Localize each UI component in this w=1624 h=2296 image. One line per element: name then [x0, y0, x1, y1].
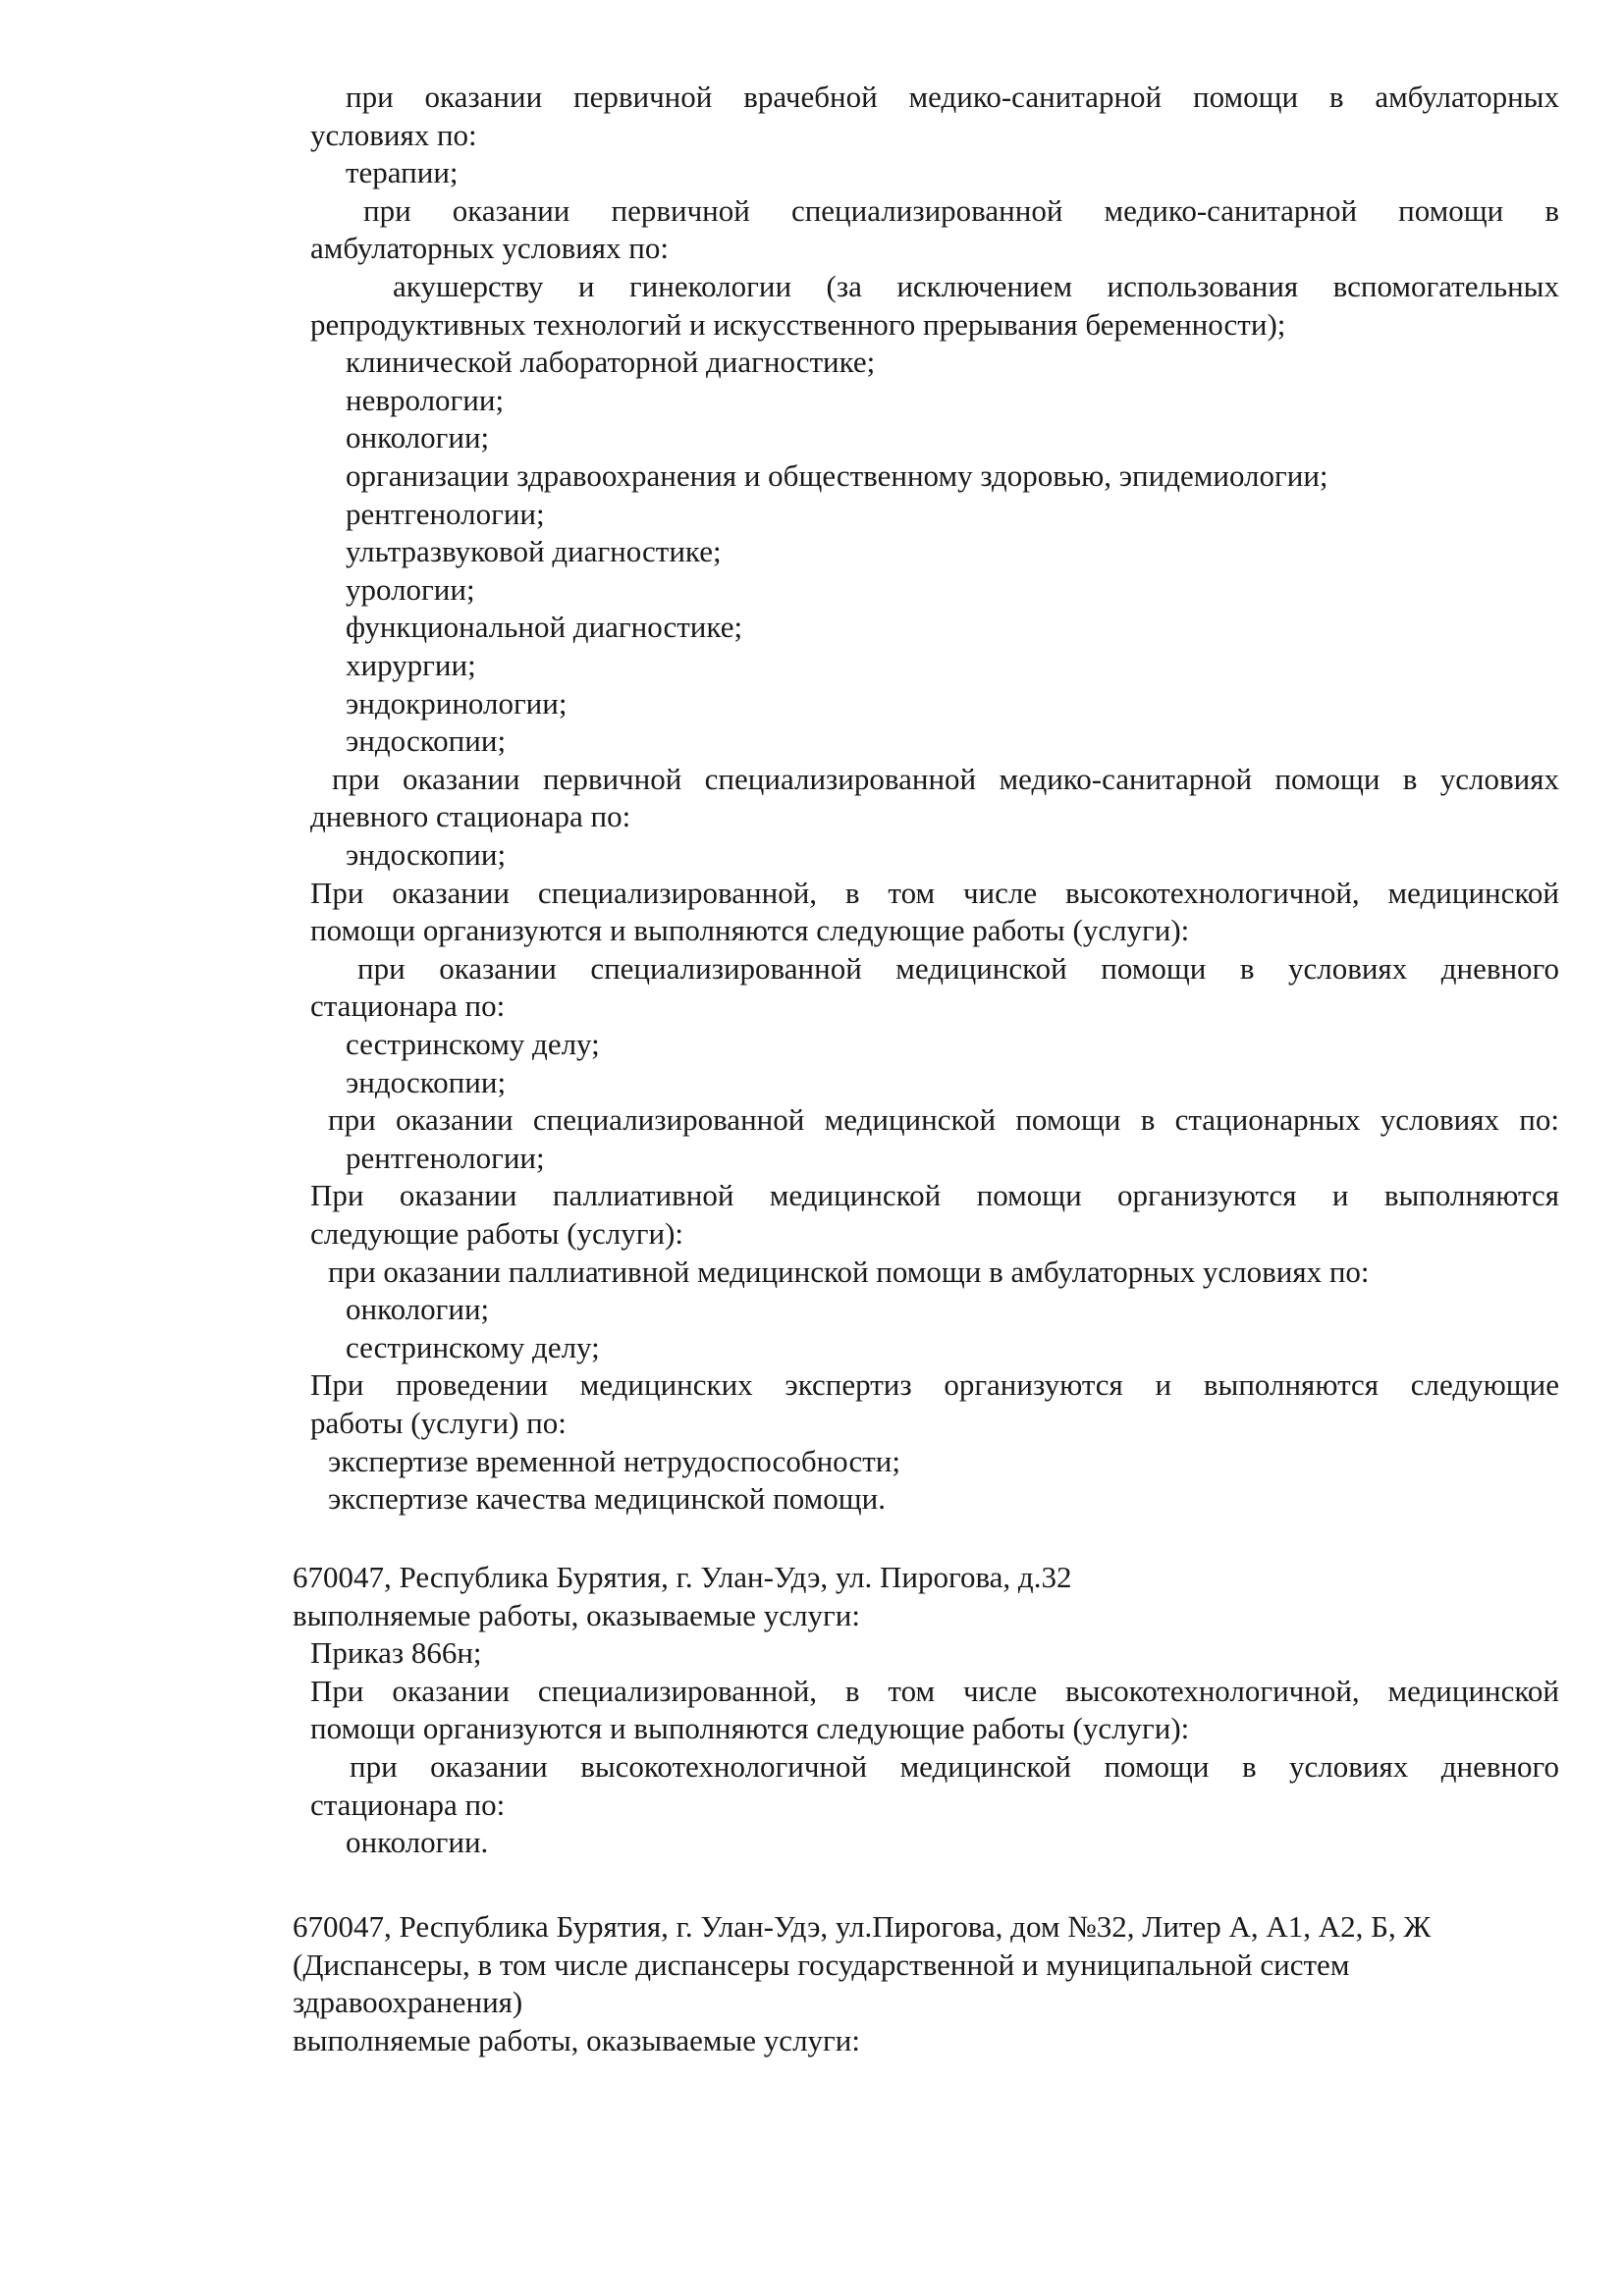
- text-line: при оказании специализированной медицинской помощи в стационарных условиях по:: [328, 1102, 1559, 1138]
- text-line: при оказании паллиативной медицинской помощи в амбулаторных условиях по:: [328, 1254, 1370, 1289]
- text-line: при оказании первичной врачебной медико-санитарной помощи в амбулаторных: [346, 80, 1559, 114]
- text-line: экспертизе качества медицинской помощи.: [328, 1481, 886, 1517]
- text-line: онкологии;: [346, 420, 490, 455]
- text-line: организации здравоохранения и общественному здоровью, эпидемиологии;: [346, 458, 1328, 493]
- text-line: эндоскопии;: [346, 1064, 507, 1099]
- text-line: амбулаторных условиях по:: [310, 231, 670, 266]
- text-line: сестринскому делу;: [346, 1027, 600, 1061]
- text-line: клинической лабораторной диагностике;: [346, 345, 876, 380]
- text-line: эндокринологии;: [346, 685, 568, 721]
- text-line: акушерству и гинекологии (за исключением использования вспомогательных: [393, 269, 1559, 303]
- text-line: помощи организуются и выполняются следующие работы (услуги):: [310, 913, 1190, 948]
- text-line: выполняемые работы, оказываемые услуги:: [293, 2022, 860, 2057]
- text-line: хирургии;: [346, 648, 476, 682]
- text-line: урологии;: [346, 571, 475, 607]
- text-line: здравоохранения): [293, 1985, 523, 2020]
- text-line: (Диспансеры, в том числе диспансеры государственной и муниципальной систем: [293, 1947, 1350, 1982]
- text-line: рентгенологии;: [346, 1140, 545, 1175]
- text-line: при оказании специализированной медицинской помощи в условиях дневного: [357, 950, 1559, 986]
- text-line: при оказании первичной специализированной медико-санитарной помощи в условиях: [332, 761, 1559, 796]
- text-line: репродуктивных технологий и искусственного прерывания беременности);: [310, 306, 1286, 342]
- address-line: 670047, Республика Бурятия, г. Улан-Удэ, ул. Пирогова, д.32: [293, 1560, 1072, 1594]
- text-line: стационара по:: [310, 1787, 506, 1822]
- text-line: ультразвуковой диагностике;: [346, 534, 722, 569]
- text-line: дневного стационара по:: [310, 799, 631, 834]
- text-line: рентгенологии;: [346, 496, 545, 531]
- text-line: онкологии.: [346, 1825, 489, 1860]
- text-line: функциональной диагностике;: [346, 610, 743, 645]
- text-line: эндоскопии;: [346, 723, 507, 759]
- text-line: При оказании специализированной, в том числе высокотехнологичной, медицинской: [310, 875, 1559, 910]
- text-line: экспертизе временной нетрудоспособности;: [328, 1443, 900, 1478]
- text-line: онкологии;: [346, 1292, 490, 1327]
- text-line: условиях по:: [310, 117, 477, 152]
- text-line: стационара по:: [310, 988, 506, 1024]
- text-line: неврологии;: [346, 382, 505, 417]
- text-line: при оказании высокотехнологичной медицинской помощи в условиях дневного: [350, 1749, 1559, 1784]
- text-line: Приказ 866н;: [310, 1635, 482, 1671]
- text-line: помощи организуются и выполняются следующие работы (услуги):: [310, 1711, 1190, 1746]
- text-line: При оказании паллиативной медицинской помощи организуются и выполняются: [310, 1178, 1559, 1213]
- text-line: следующие работы (услуги):: [310, 1216, 684, 1251]
- text-line: сестринскому делу;: [346, 1329, 600, 1364]
- text-line: терапии;: [346, 155, 459, 190]
- text-line: эндоскопии;: [346, 837, 507, 872]
- text-line: выполняемые работы, оказываемые услуги:: [293, 1597, 860, 1632]
- text-line: работы (услуги) по:: [310, 1406, 567, 1440]
- text-line: При проведении медицинских экспертиз организуются и выполняются следующие: [310, 1367, 1559, 1403]
- text-line: при оказании первичной специализированной медико-санитарной помощи в: [363, 192, 1559, 228]
- text-line: При оказании специализированной, в том числе высокотехнологичной, медицинской: [310, 1673, 1559, 1708]
- address-line: 670047, Республика Бурятия, г. Улан-Удэ, ул.Пирогова, дом №32, Литер А, А1, А2, Б, Ж: [293, 1909, 1432, 1944]
